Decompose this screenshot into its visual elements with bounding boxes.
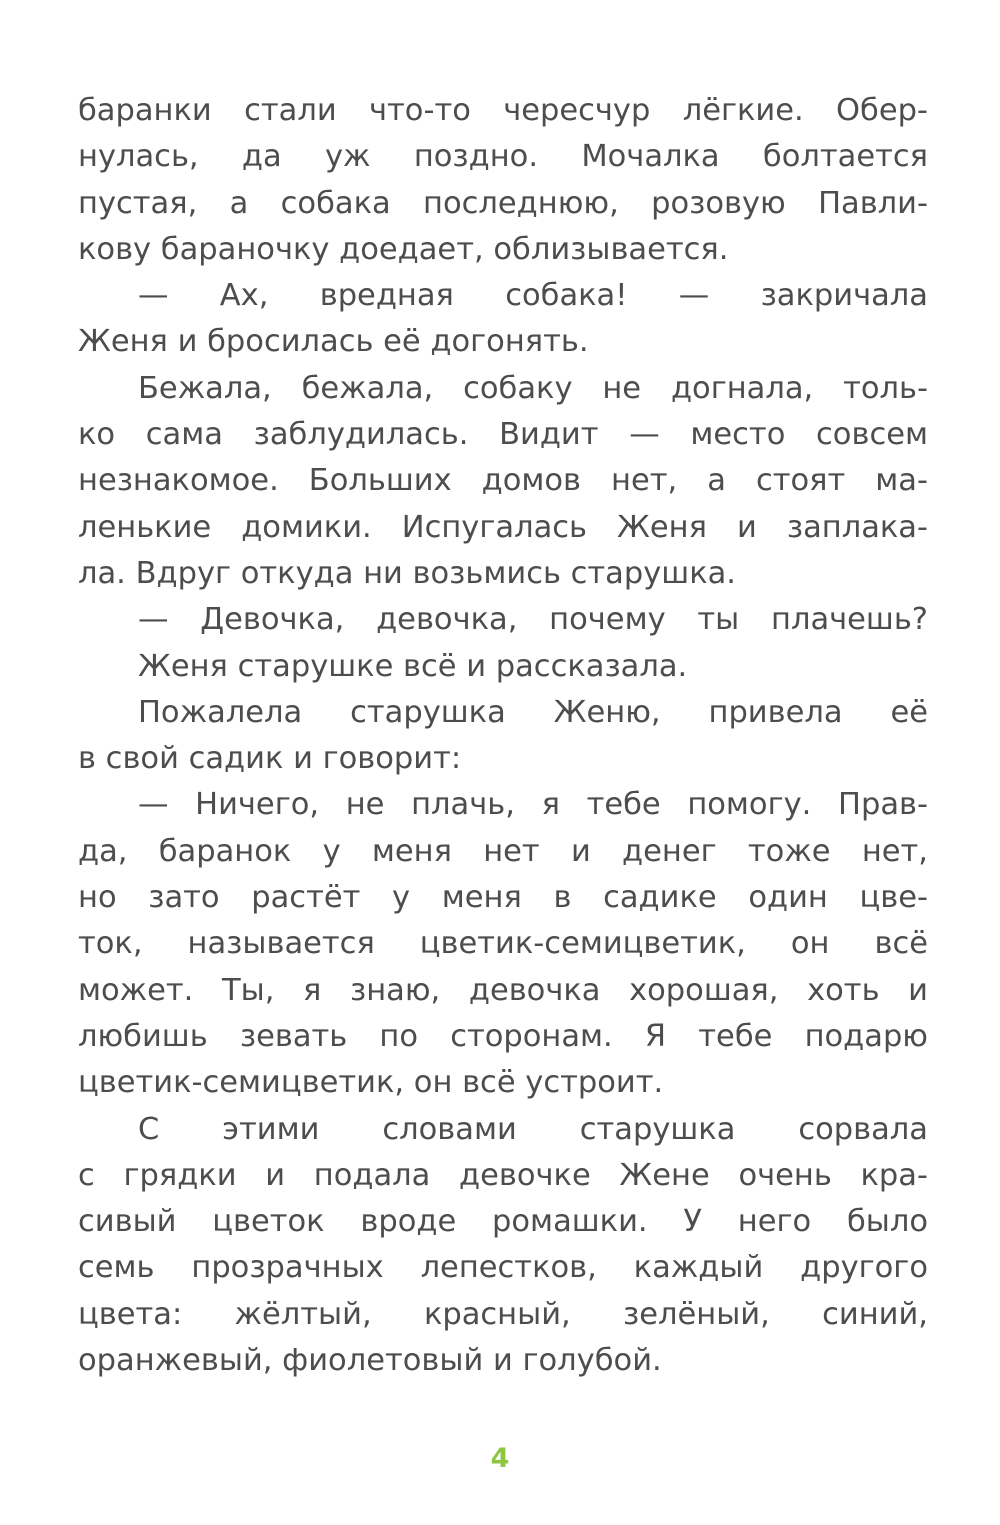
text-line: может. Ты, я знаю, девочка хорошая, хоть и [78,972,928,1008]
text-line: незнакомое. Больших домов нет, а стоят ма- [78,463,928,499]
text-line: Женя и бросилась её догонять. [78,324,589,360]
text-line: в свой садик и говорит: [78,741,462,777]
text-line: ток, называется цветик-семицветик, он всё [78,926,928,962]
text-line: баранки стали что-то чересчур лёгкие. Обер- [78,93,928,128]
text-line: любишь зевать по сторонам. Я тебе подарю [78,1018,928,1054]
story-text [78,88,928,1384]
text-line: — Девочка, девочка, почему ты плачешь? [138,602,928,638]
text-line: Женя старушке всё и рассказала. [138,648,688,684]
text-line: цветик-семицветик, он всё устроит. [78,1065,664,1101]
text-line: — Ничего, не плачь, я тебе помогу. Прав- [138,787,928,823]
text-line: да, баранок у меня нет и денег тоже нет, [78,833,928,869]
text-line: Бежала, бежала, собаку не догнала, толь- [138,370,928,406]
text-line: кову бараночку доедает, облизывается. [78,231,729,267]
page-number: 4 [490,1443,510,1474]
text-line: пустая, а собака последнюю, розовую Павли- [78,185,928,221]
text-line: цвета: жёлтый, красный, зелёный, синий, [78,1296,928,1332]
text-line: с грядки и подала девочке Жене очень кра- [78,1157,928,1193]
text-line: ко сама заблудилась. Видит — место совсем [78,417,928,453]
text-line: нулась, да уж поздно. Мочалка болтается [78,139,928,175]
text-line: сивый цветок вроде ромашки. У него было [78,1204,928,1240]
text-line: семь прозрачных лепестков, каждый другого [78,1250,928,1286]
text-line: ла. Вдруг откуда ни возьмись старушка. [78,555,736,591]
text-line: — Ах, вредная собака! — закричала [138,278,928,314]
text-line: оранжевый, фиолетовый и голубой. [78,1343,662,1379]
text-line: но зато растёт у меня в садике один цве- [78,880,928,916]
text-line: С этими словами старушка сорвала [138,1111,928,1147]
text-line: Пожалела старушка Женю, привела её [138,694,928,730]
text-line: ленькие домики. Испугалась Женя и заплака- [78,509,928,545]
